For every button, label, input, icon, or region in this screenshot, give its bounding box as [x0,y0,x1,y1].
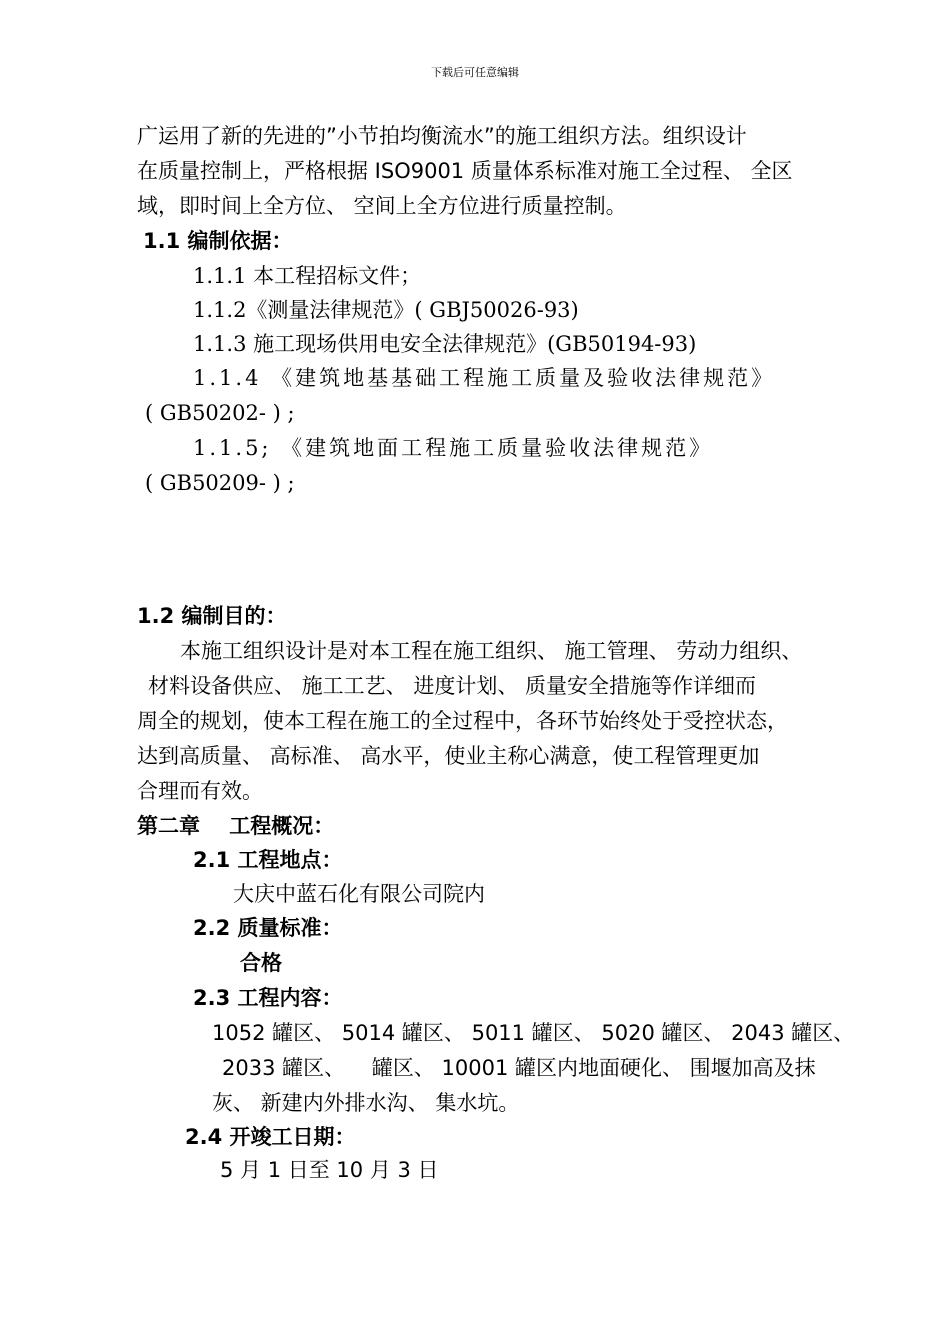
section-1-1-item-4-line-1: 1.1.4 《建筑地基基础工程施工质量及验收法律规范》 [193,366,776,390]
section-2-1-text: 大庆中蓝石化有限公司院内 [233,882,485,906]
intro-line-3: 域，即时间上全方位、 空间上全方位进行质量控制。 [137,194,627,218]
section-1-1-item-3: 1.1.3 施工现场供用电安全法律规范》(GB50194-93) [193,332,697,356]
section-2-3-line-2: 2033 罐区、 罐区、 10001 罐区内地面硬化、 围堰加高及抹 [222,1056,816,1080]
section-1-2-line-1: 本施工组织设计是对本工程在施工组织、 施工管理、 劳动力组织、 [180,639,803,663]
section-1-1-item-1: 1.1.1 本工程招标文件； [193,264,422,288]
section-1-1-item-5-line-1: 1.1.5; 《建筑地面工程施工质量验收法律规范》 [193,436,714,460]
section-2-3-line-3: 灰、 新建内外排水沟、 集水坑。 [212,1091,520,1115]
section-2-4-title: 2.4 开竣工日期： [185,1125,356,1149]
section-2-4-text: 5 月 1 日至 10 月 3 日 [220,1158,439,1182]
section-1-1-item-5-line-2: ( GB50209- ) ; [145,471,295,495]
section-1-2-line-2: 材料设备供应、 施工工艺、 进度计划、 质量安全措施等作详细而 [148,674,757,698]
section-1-1-item-2: 1.1.2《测量法律规范》( GBJ50026-93) [193,298,579,322]
section-2-2-text: 合格 [240,951,282,975]
section-2-3-line-1: 1052 罐区、 5014 罐区、 5011 罐区、 5020 罐区、 2043 罐区、 [212,1021,855,1045]
section-1-2-line-3: 周全的规划，使本工程在施工的全过程中，各环节始终处于受控状态， [137,709,788,733]
section-1-2-line-4: 达到高质量、 高标准、 高水平，使业主称心满意，使工程管理更加 [137,744,760,768]
section-2-3-title: 2.3 工程内容： [193,986,343,1010]
section-1-1-item-4-line-2: ( GB50202- ) ; [145,401,295,425]
section-2-2-title: 2.2 质量标准： [193,916,343,940]
section-1-2-title: 1.2 编制目的： [137,604,287,628]
intro-line-1: 广运用了新的先进的”小节拍均衡流水”的施工组织方法。组织设计 [137,124,747,148]
chapter-2-title: 第二章 工程概况： [137,814,335,838]
intro-line-2: 在质量控制上，严格根据 ISO9001 质量体系标准对施工全过程、 全区 [137,159,793,183]
section-2-1-title: 2.1 工程地点： [193,848,343,872]
page-header: 下载后可任意编辑 [431,66,519,79]
section-1-1-title: 1.1 编制依据： [143,229,293,253]
section-1-2-line-5: 合理而有效。 [137,779,263,803]
